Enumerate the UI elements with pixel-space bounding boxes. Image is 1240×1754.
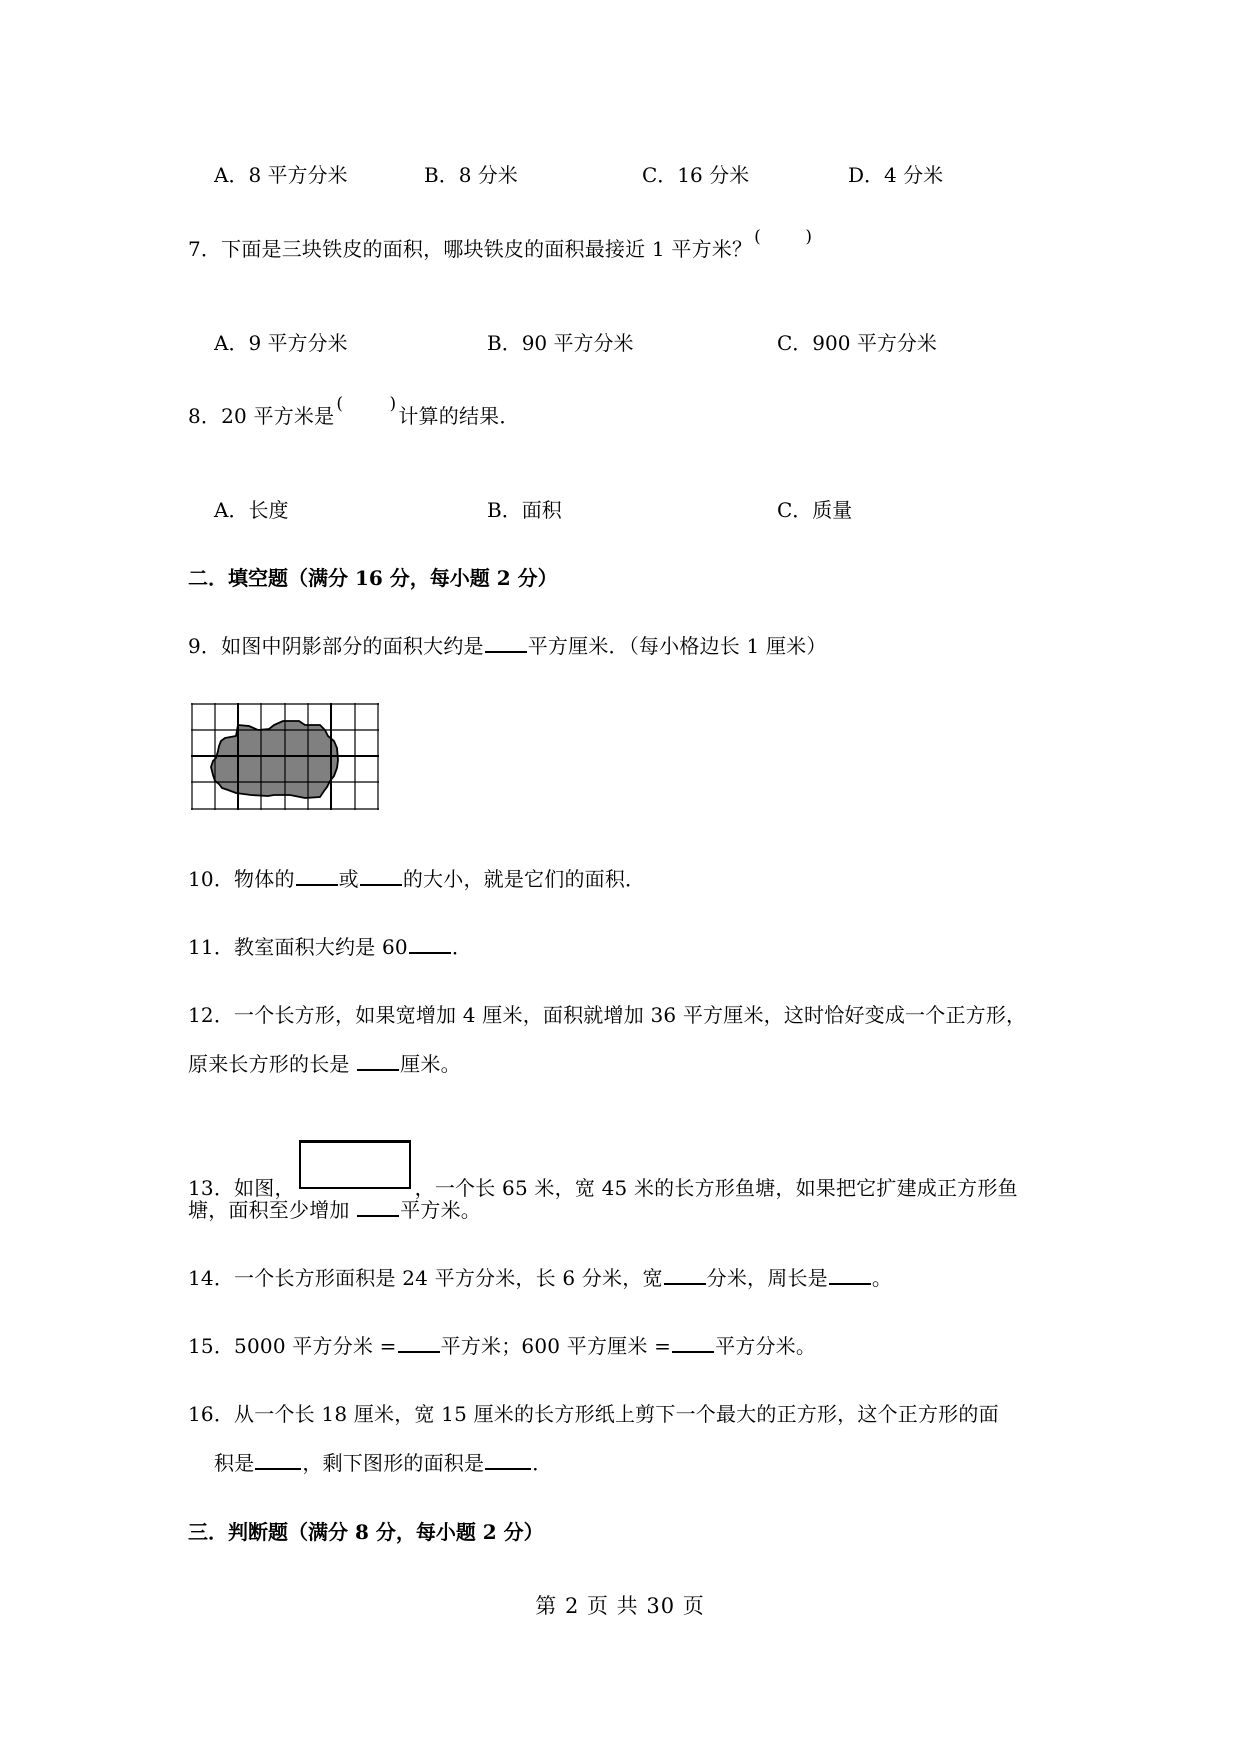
answer-blank[interactable] (485, 1450, 531, 1470)
q15-text-2: 平方米；600 平方厘米 = (440, 1334, 672, 1358)
q8-option-b: B．面积 (487, 498, 562, 522)
shaded-area-grid-figure (191, 703, 379, 814)
question-12-line-2 (188, 1051, 461, 1077)
q16-text-2: ，剩下图形的面积是 (302, 1451, 485, 1475)
q7-text: 7．下面是三块铁皮的面积，哪块铁皮的面积最接近 1 平方米？ (188, 237, 753, 261)
q8-option-a: A．长度 (214, 498, 289, 522)
answer-blank[interactable] (664, 1265, 706, 1285)
q6-option-c: C．16 分米 (642, 163, 750, 187)
q7-option-b: B．90 平方分米 (487, 331, 634, 355)
q11-text-1: 11．教室面积大约是 60 (188, 935, 408, 959)
answer-blank[interactable] (485, 633, 527, 653)
q11-text-2: ． (451, 935, 473, 959)
question-8 (188, 394, 520, 429)
q6-option-a: A．8 平方分米 (214, 163, 348, 187)
q6-option-d: D．4 分米 (848, 163, 944, 187)
question-13-line-2 (188, 1197, 481, 1223)
q12-text-after: 厘米。 (400, 1052, 461, 1076)
q13-text-before: 13．如图， (188, 1176, 295, 1200)
q10-text-1: 10．物体的 (188, 867, 295, 891)
q6-option-b: B．8 分米 (424, 163, 518, 187)
q7-option-c: C．900 平方分米 (777, 331, 937, 355)
q14-text-3: 。 (871, 1266, 893, 1290)
q13-text-after: ，一个长 65 米，宽 45 米的长方形鱼塘，如果把它扩建成正方形鱼 (414, 1176, 1018, 1200)
answer-blank[interactable] (360, 866, 402, 886)
q10-text-3: 的大小，就是它们的面积． (402, 867, 646, 891)
answer-blank[interactable] (357, 1051, 399, 1071)
q7-option-a: A．9 平方分米 (214, 331, 348, 355)
question-16-line-1: 16．从一个长 18 厘米，宽 15 厘米的长方形纸上剪下一个最大的正方形，这个正方形的面 (188, 1402, 999, 1426)
question-11 (188, 934, 472, 960)
q16-text-1: 积是 (214, 1451, 255, 1475)
q9-text-after: 平方厘米．（每小格边长 1 厘米） (527, 634, 827, 658)
q14-text-2: 分米，周长是 (706, 1266, 828, 1290)
question-12-line-1: 12．一个长方形，如果宽增加 4 厘米，面积就增加 36 平方厘米，这时恰好变成一个正方形， (188, 1003, 1027, 1027)
answer-blank[interactable] (829, 1265, 871, 1285)
section-heading-fill-in: 二．填空题（满分 16 分，每小题 2 分） (188, 566, 558, 590)
question-10 (188, 866, 645, 892)
question-15 (188, 1333, 816, 1359)
q13-text-before-2: 塘，面积至少增加 (188, 1198, 357, 1222)
answer-blank[interactable] (357, 1197, 399, 1217)
q15-text-3: 平方分米。 (715, 1334, 817, 1358)
answer-blank[interactable] (398, 1333, 440, 1353)
question-7 (188, 227, 814, 262)
answer-blank[interactable] (296, 866, 338, 886)
question-13-line-1 (188, 1148, 1018, 1201)
answer-paren: ( ) (754, 227, 813, 247)
answer-paren: ( ) (336, 394, 397, 414)
q8-option-c: C．质量 (777, 498, 853, 522)
section-heading-true-false: 三．判断题（满分 8 分，每小题 2 分） (188, 1520, 544, 1544)
answer-blank[interactable] (255, 1450, 301, 1470)
q13-text-after-2: 平方米。 (400, 1198, 481, 1222)
question-9 (188, 633, 827, 659)
fish-pond-rectangle-figure (299, 1140, 411, 1189)
q8-text-after: 计算的结果． (398, 404, 520, 428)
q10-text-2: 或 (338, 867, 359, 891)
q15-text-1: 15．5000 平方分米 = (188, 1334, 397, 1358)
q14-text-1: 14．一个长方形面积是 24 平方分米，长 6 分米，宽 (188, 1266, 663, 1290)
answer-blank[interactable] (409, 934, 451, 954)
q9-text-before: 9．如图中阴影部分的面积大约是 (188, 634, 484, 658)
question-16-line-2 (214, 1450, 552, 1476)
q8-text-before: 8．20 平方米是 (188, 404, 335, 428)
answer-blank[interactable] (672, 1333, 714, 1353)
q16-text-3: ． (532, 1451, 553, 1475)
question-14 (188, 1265, 892, 1291)
q12-text-before: 原来长方形的长是 (188, 1052, 357, 1076)
page-number-footer: 第 2 页 共 30 页 (535, 1594, 705, 1618)
